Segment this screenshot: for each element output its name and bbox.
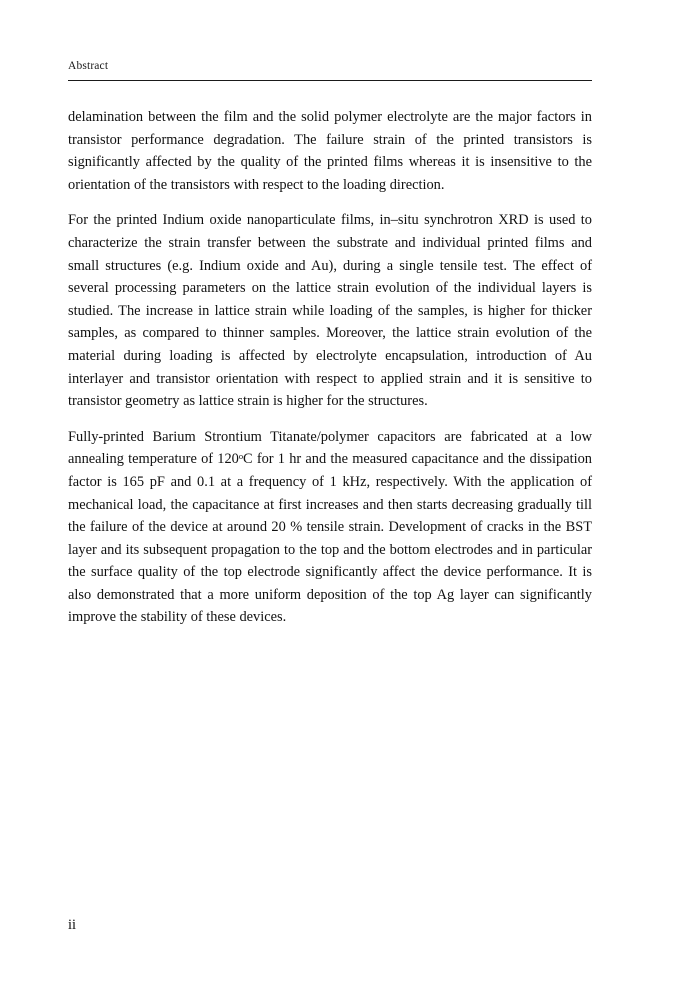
- running-head: [68, 58, 592, 74]
- paragraph: For the printed Indium oxide nanoparticulate films, in–situ synchrotron XRD is used to characterize the strain transfer between the substrate and individual printed films and small structures (e.g. Indium oxide and Au), during a single tensile test. The effect of several processing parameters on the lattice strain evolution of the individual layers is studied. The increase in lattice strain while loading of the samples, is higher for thicker samples, as compared to thinner samples. Moreover, the lattice strain evolution of the material during loading is affected by electrolyte encapsulation, introduction of Au interlayer and transistor orientation with respect to applied strain and it is sensitive to transistor geometry as lattice strain is higher for the structures.: [68, 212, 592, 410]
- paragraph: delamination between the film and the solid polymer electrolyte are the major factors in transistor performance degradation. The failure strain of the printed transistors is significantly affected by the quality of the printed films whereas it is insensitive to the orientation of the transistors with respect to the loading direction.: [68, 109, 592, 193]
- header-rule: [68, 80, 592, 81]
- abstract-body: [68, 106, 592, 629]
- page-number: ii: [68, 917, 76, 933]
- running-head-label: Abstract: [68, 60, 109, 72]
- paragraph: Fully-printed Barium Strontium Titanate/polymer capacitors are fabricated at a low annealing temperature of 120ᵒC for 1 hr and the measured capacitance and the dissipation factor is 165 pF and 0.1 at a frequency of 1 kHz, respectively. With the application of mechanical load, the capacitance at first increases and then starts decreasing gradually till the failure of the device at around 20 % tensile strain. Development of cracks in the BST layer and its subsequent propagation to the top and the bottom electrodes and in particular the surface quality of the top electrode significantly affect the device performance. It is also demonstrated that a more uniform deposition of the top Ag layer can significantly improve the stability of these devices.: [68, 428, 592, 626]
